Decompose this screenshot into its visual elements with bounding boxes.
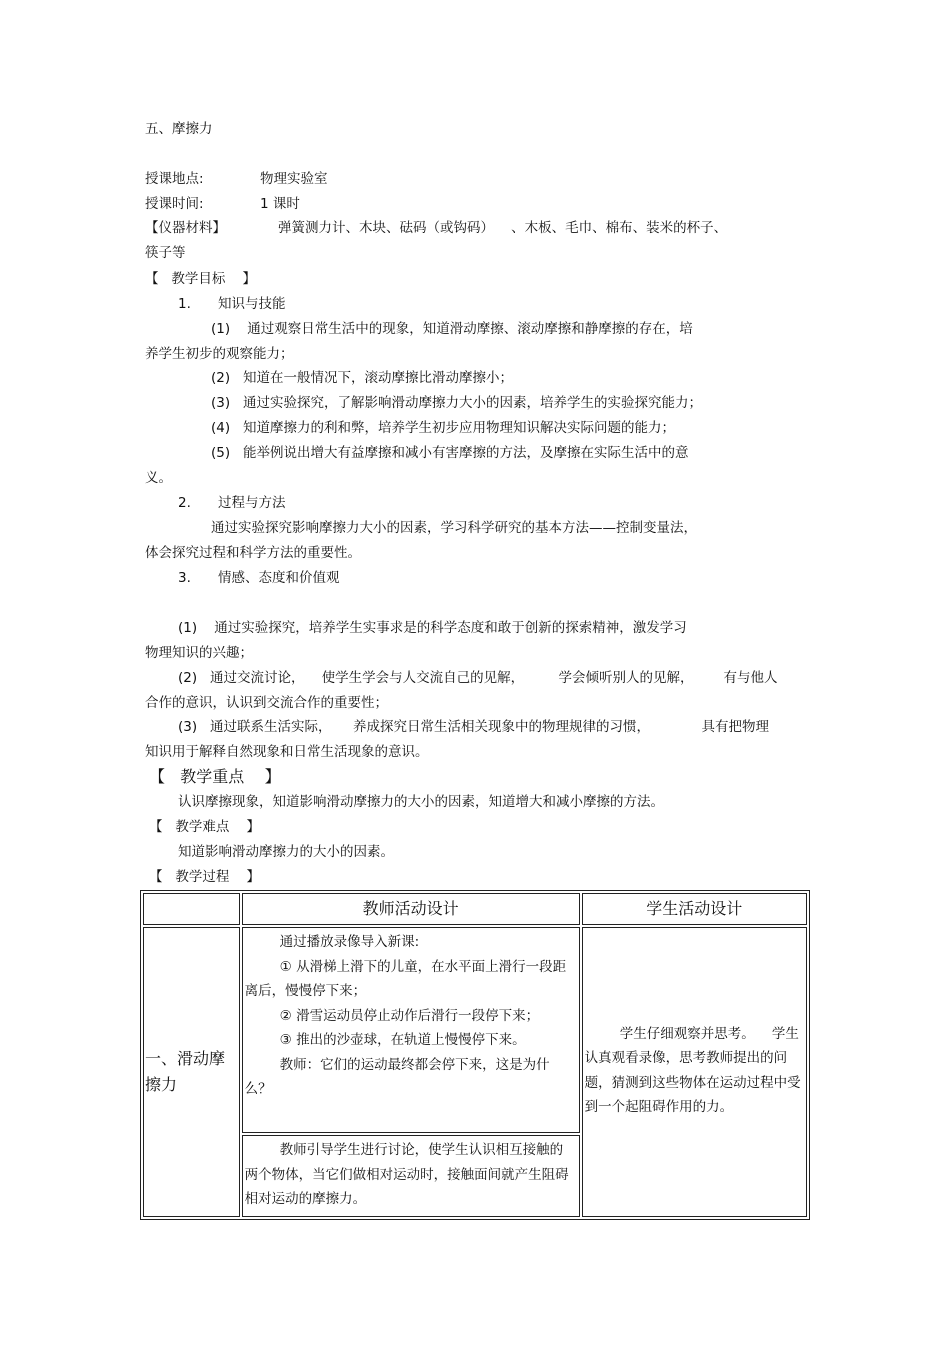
teacher-activity-line: ③ 推出的沙壶球，在轨道上慢慢停下来。 [279, 1032, 526, 1048]
teacher-activity-cell-2 [242, 1135, 580, 1217]
table-row [143, 927, 807, 1133]
table-header-row [143, 893, 807, 925]
section-title-cell [143, 927, 240, 1217]
goal-1-item-4: (4) 知道摩擦力的利和弊，培养学生初步应用物理知识解决实际问题的能力； [211, 420, 675, 436]
place-value: 物理实验室 [260, 171, 328, 187]
time-label: 授课时间: [145, 196, 204, 212]
goal-2-title: 过程与方法 [218, 495, 286, 511]
section-title: 一、滑动摩擦力 [145, 1048, 226, 1094]
goal-1-title: 知识与技能 [218, 296, 286, 312]
goal-3-title: 情感、态度和价值观 [218, 570, 340, 586]
difficulty-text: 知道影响滑动摩擦力的大小的因素。 [178, 844, 394, 860]
student-activity-text: 学生仔细观察并思考。 学生认真观看录像，思考教师提出的问题，猜测到这些物体在运动过程中受到一个起阻碍作用的力。 [584, 1025, 801, 1116]
process-table [140, 890, 810, 1220]
goals-heading: 【 教学目标 】 [145, 271, 257, 287]
materials-label: 【仪器材料】 [145, 220, 226, 236]
goal-1-item-2: (2) 知道在一般情况下，滚动摩擦比滑动摩擦小； [211, 370, 513, 386]
process-heading: 【 教学过程 】 [149, 869, 261, 885]
place-label: 授课地点: [145, 171, 204, 187]
goal-3-number: 3. [178, 570, 191, 586]
goal-1-item-5-cont: 义。 [145, 470, 172, 486]
key-points-text: 认识摩擦现象，知道影响滑动摩擦力的大小的因素，知道增大和减小摩擦的方法。 [178, 794, 664, 810]
goal-3-item-1-cont: 物理知识的兴趣； [145, 645, 253, 661]
goal-1-number: 1. [178, 296, 191, 312]
goal-1-item-1: (1) 通过观察日常生活中的现象，知道滑动摩擦、滚动摩擦和静摩擦的存在，培 [211, 321, 693, 337]
goal-2-number: 2. [178, 495, 191, 511]
teacher-activity-line: ① 从滑梯上滑下的儿童，在水平面上滑行一段距离后，慢慢停下来； [244, 958, 567, 999]
goal-1-item-5: (5) 能举例说出增大有益摩擦和减小有害摩擦的方法，及摩擦在实际生活中的意 [211, 445, 689, 461]
goal-1-item-3: (3) 通过实验探究，了解影响滑动摩擦力大小的因素，培养学生的实验探究能力； [211, 395, 702, 411]
header-student-activity: 学生活动设计 [582, 893, 807, 925]
goal-3-item-3-cont: 知识用于解释自然现象和日常生活现象的意识。 [145, 744, 429, 760]
goal-2-text: 通过实验探究影响摩擦力大小的因素，学习科学研究的基本方法——控制变量法， [211, 520, 697, 536]
teacher-activity-line: 教师：它们的运动最终都会停下来，这是为什么？ [244, 1056, 550, 1097]
time-value: 1 课时 [260, 196, 300, 212]
header-teacher-activity: 教师活动设计 [242, 893, 580, 925]
lesson-title: 五、摩擦力 [145, 121, 213, 137]
teacher-activity-line: 教师引导学生进行讨论，使学生认识相互接触的两个物体，当它们做相对运动时，接触面间就产生阻碍相对运动的摩擦力。 [244, 1142, 569, 1207]
goal-3-item-3: (3) 通过联系生活实际， 养成探究日常生活相关现象中的物理规律的习惯， 具有把物理 [178, 719, 769, 735]
difficulty-heading: 【 教学难点 】 [149, 819, 261, 835]
teacher-activity-line: 通过播放录像导入新课: [279, 934, 420, 950]
goal-3-item-1: (1) 通过实验探究，培养学生实事求是的科学态度和敢于创新的探索精神，激发学习 [178, 620, 687, 636]
header-cell-empty [143, 893, 240, 925]
goal-2-text-cont: 体会探究过程和科学方法的重要性。 [145, 545, 361, 561]
goal-1-item-1-cont: 养学生初步的观察能力； [145, 346, 294, 362]
teacher-activity-line: ② 滑雪运动员停止动作后滑行一段停下来； [279, 1007, 540, 1024]
key-points-heading: 【 教学重点 】 [149, 767, 281, 786]
goal-3-item-2: (2) 通过交流讨论， 使学生学会与人交流自己的见解， 学会倾听别人的见解， 有与他人 [178, 670, 778, 686]
goal-3-item-2-cont: 合作的意识，认识到交流合作的重要性； [145, 695, 388, 711]
materials-text: 弹簧测力计、木块、砝码（或钩码） 、木板、毛巾、棉布、装米的杯子、 [278, 220, 728, 236]
teacher-activity-cell-1 [242, 927, 580, 1133]
materials-text-cont: 筷子等 [145, 245, 186, 261]
student-activity-cell [582, 927, 807, 1217]
